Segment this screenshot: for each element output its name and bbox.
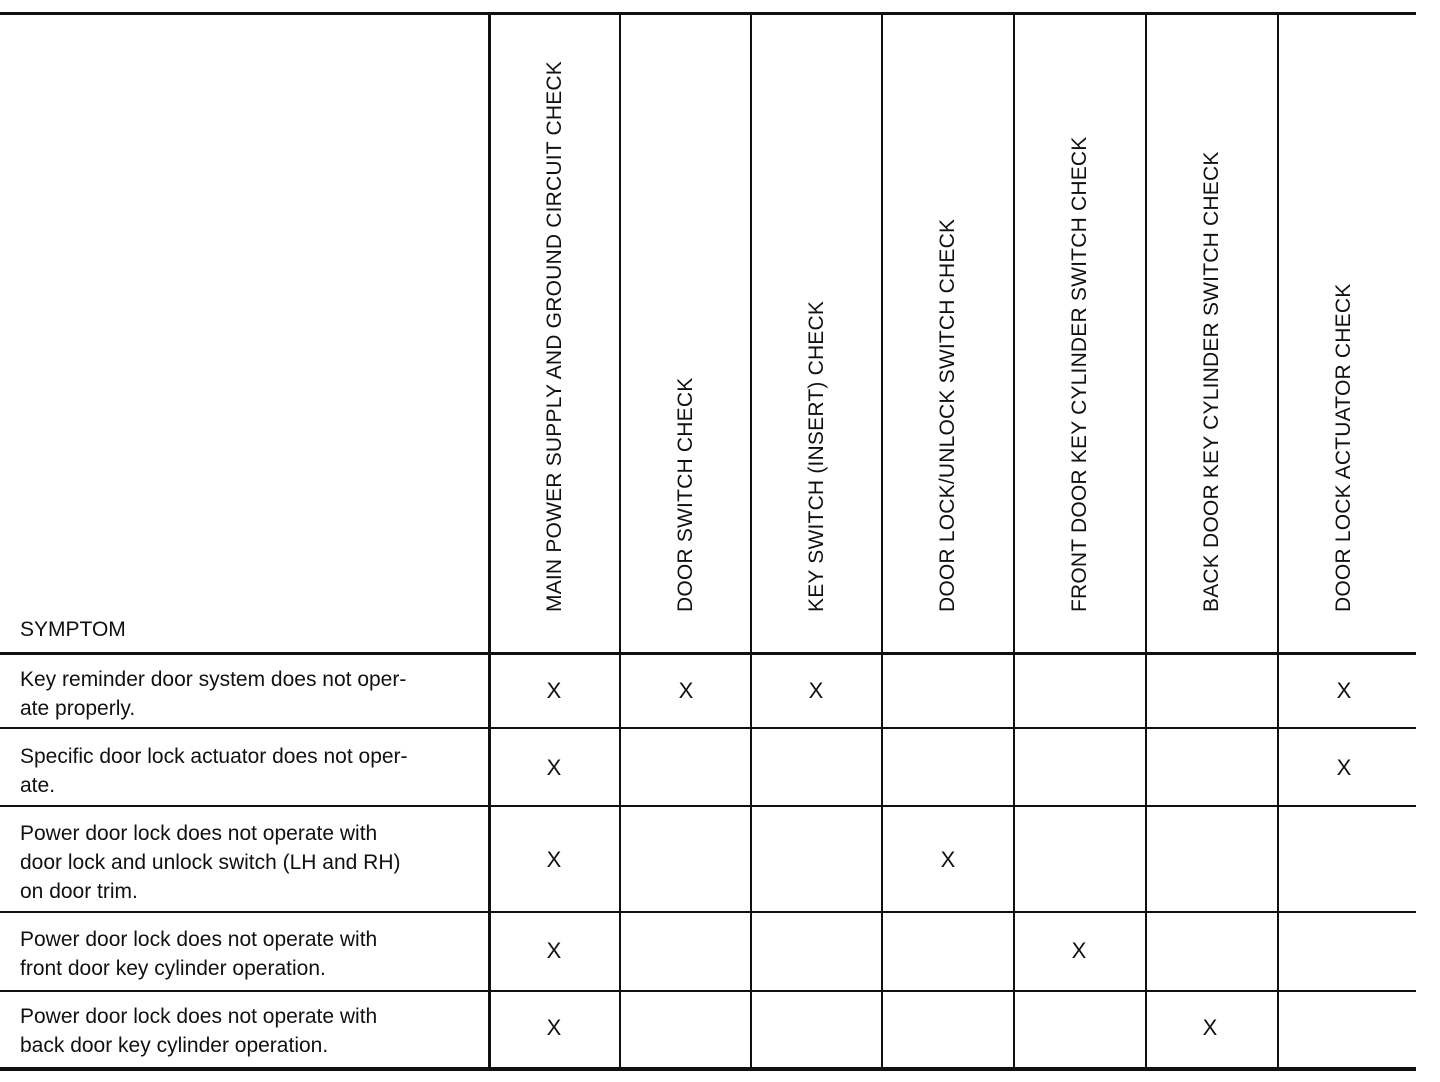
column-header-cell bbox=[490, 14, 619, 654]
check-mark: X bbox=[546, 1015, 562, 1040]
row-rule bbox=[0, 990, 1416, 992]
column-header-main-power: MAIN POWER SUPPLY AND GROUND CIRCUIT CHECK bbox=[542, 61, 566, 612]
column-header-cell bbox=[883, 14, 1013, 654]
column-header-actuator: DOOR LOCK ACTUATOR CHECK bbox=[1332, 283, 1355, 612]
column-header-lock-unlock-switch: DOOR LOCK/UNLOCK SWITCH CHECK bbox=[936, 218, 959, 612]
column-header-cell bbox=[1147, 14, 1277, 654]
table-bottom-rule bbox=[0, 1067, 1416, 1071]
check-mark: X bbox=[546, 755, 562, 780]
column-header-back-key-cylinder: BACK DOOR KEY CYLINDER SWITCH CHECK bbox=[1200, 151, 1223, 612]
check-mark: X bbox=[546, 938, 562, 963]
check-mark: X bbox=[808, 678, 824, 703]
check-mark: X bbox=[940, 847, 956, 872]
column-header-key-switch: KEY SWITCH (INSERT) CHECK bbox=[804, 300, 828, 612]
column-header-cell bbox=[621, 14, 750, 654]
check-mark: X bbox=[1336, 755, 1352, 780]
check-mark: X bbox=[1336, 678, 1352, 703]
check-mark: X bbox=[1071, 938, 1087, 963]
symptom-row-2: Specific door lock actuator does not oper- ate. bbox=[20, 745, 408, 797]
symptom-row-1: Key reminder door system does not oper- ate properly. bbox=[20, 668, 407, 720]
check-mark: X bbox=[546, 847, 562, 872]
check-mark: X bbox=[546, 678, 562, 703]
column-header-cell bbox=[1015, 14, 1145, 654]
row-rule bbox=[0, 805, 1416, 807]
symptom-row-3: Power door lock does not operate with door lock and unlock switch (LH and RH) on door trim. bbox=[20, 822, 401, 903]
symptom-row-4: Power door lock does not operate with front door key cylinder operation. bbox=[20, 928, 378, 980]
check-mark: X bbox=[678, 678, 694, 703]
column-header-cell bbox=[1279, 14, 1409, 654]
column-header-front-key-cylinder: FRONT DOOR KEY CYLINDER SWITCH CHECK bbox=[1068, 136, 1091, 612]
row-rule bbox=[0, 727, 1416, 729]
column-header-door-switch: DOOR SWITCH CHECK bbox=[673, 377, 697, 612]
column-header-cell bbox=[752, 14, 881, 654]
symptom-row-5: Power door lock does not operate with back door key cylinder operation. bbox=[20, 1005, 378, 1057]
symptom-column-header: SYMPTOM bbox=[20, 618, 126, 641]
check-mark: X bbox=[1202, 1015, 1218, 1040]
row-rule bbox=[0, 911, 1416, 913]
